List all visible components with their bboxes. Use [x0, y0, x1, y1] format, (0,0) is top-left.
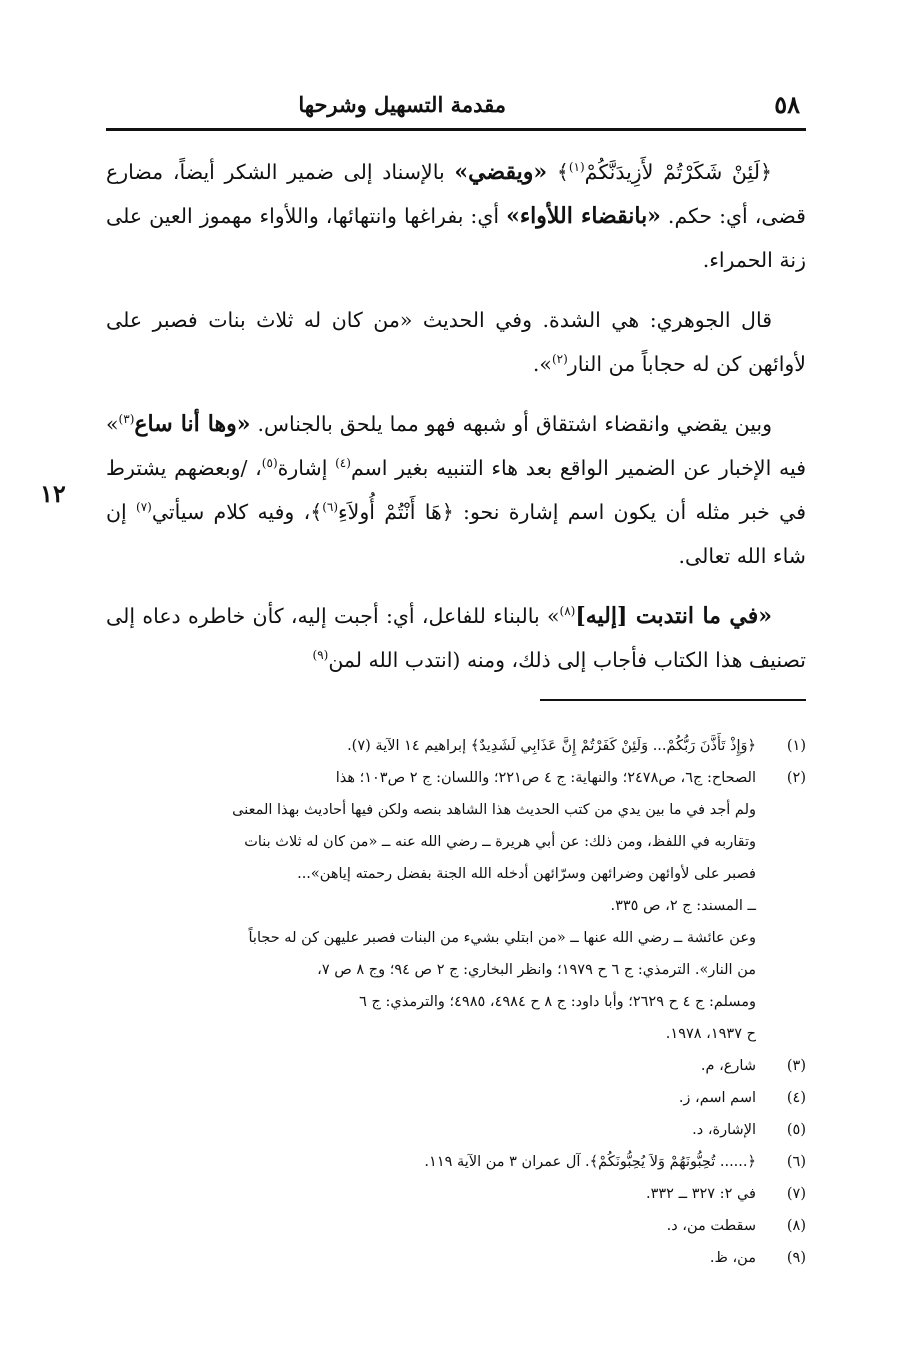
footnote-line: ﴿وَإِذْ تَأَذَّنَ رَبُّكُمْ... وَلَئِنْ كَفَرْتُمْ إِنَّ عَذَابِي لَشَدِيدٌ﴾ إبراهيم ١٤ الآية (٧). [347, 738, 756, 754]
footnote-ref-1[interactable]: (١) [568, 160, 585, 175]
lemma: «ويقضي» [454, 159, 548, 185]
footnote-item [106, 762, 806, 922]
footnote-line: سقطت من، د. [666, 1218, 756, 1234]
footnote-ref-2[interactable]: (٢) [551, 352, 568, 367]
footnote-line: الإشارة، د. [692, 1122, 756, 1138]
footnote-number: (٥) [786, 1122, 806, 1138]
footnote-line: فصبر على لأوائهن وضرائهن وسرّائهن أدخله الله الجنة بفضل رحمته إياهن»... [297, 866, 756, 882]
footnote-number: (٢) [786, 770, 806, 786]
footnote-item [106, 1210, 806, 1242]
footnote-line: ــ المسند: ج ٢، ص ٣٣٥. [610, 898, 756, 914]
footnote-text [106, 730, 756, 762]
footnote-ref-8[interactable]: (٨) [559, 604, 576, 619]
footnote-ref-6[interactable]: (٦) [322, 500, 339, 515]
footnotes [106, 730, 806, 1274]
footnote-ref-4[interactable]: (٤) [335, 456, 351, 471]
footnote-item [106, 730, 806, 762]
footnote-separator [540, 699, 806, 701]
footnote-line: وتقاربه في اللفظ، ومن ذلك: عن أبي هريرة ــ رضي الله عنه ــ «من كان له ثلاث بنات [244, 834, 756, 850]
paragraph-3: وبين يقضي وانقضاء اشتقاق أو شبهه فهو مما يلحق بالجناس. «وها أنا ساع$^{(٣)}$» فيه الإخبار عن الضمير الواقع بعد هاء التنبيه بغير اسم$^{(٤)}$ إشارة$^{(٥)}$، /وبعضهم يشترط في خبر مثله أن يكون اسم إشارة نحو: ﴿هَا أَنْتُمْ أُولاَءِ$^{(٦)}$﴾، وفيه كلام سيأتي$^{(٧)}$ إن شاء الله تعالى. [106, 411, 806, 568]
footnote-line: وعن عائشة ــ رضي الله عنها ــ «من ابتلي بشيء من البنات فصبر عليهن كن له حجاباً [248, 930, 756, 946]
footnote-item [106, 1242, 806, 1274]
margin-folio-marker: ١٢ [40, 479, 66, 508]
footnote-line: في ٢: ٣٢٧ ــ ٣٣٢. [645, 1186, 756, 1202]
footnote-text [106, 1082, 756, 1114]
footnote-ref-9[interactable]: (٩) [312, 648, 329, 663]
footnote-line: الصحاح: ج٦، ص٢٤٧٨؛ والنهاية: ج ٤ ص٢٢١؛ واللسان: ج ٢ ص١٠٣؛ هذا [335, 770, 756, 786]
footnote-line: ومسلم: ج ٤ ح ٢٦٢٩؛ وأبا داود: ج ٨ ح ٤٩٨٤، ٤٩٨٥؛ والترمذي: ج ٦ [359, 994, 756, 1010]
footnote-text [106, 922, 756, 1050]
footnote-text [106, 1050, 756, 1082]
paragraph-1: ﴿لَئِنْ شَكَرْتُمْ لأَزِيدَنَّكُمْ$^{(١)}$﴾ «ويقضي» بالإسناد إلى ضمير الشكر أيضاً، مضارع قضى، أي: حكم. «بانقضاء اللأواء» أي: بفراغها وانتهائها، واللأواء مهموز العين على زنة الحمراء. [106, 159, 806, 272]
footnote-line: شارع، م. [700, 1058, 756, 1074]
footnote-line: من، ظ. [709, 1250, 756, 1266]
footnote-number: (٤) [786, 1090, 806, 1106]
footnote-ref-5[interactable]: (٥) [261, 456, 278, 471]
footnote-line: من النار». الترمذي: ج ٦ ح ١٩٧٩؛ وانظر البخاري: ج ٢ ص ٩٤؛ وج ٨ ص ٧، [317, 962, 756, 978]
running-title: مقدمة التسهيل وشرحها [298, 92, 506, 117]
paragraph-2: قال الجوهري: هي الشدة. وفي الحديث «من كان له ثلاث بنات فصبر على لأوائهن كن له حجاباً من النار$^{(٢)}$». [106, 308, 806, 376]
paragraph-4: «في ما انتدبت [إليه]$^{(٨)}$» بالبناء للفاعل، أي: أجبت إليه، كأن خاطره دعاه إلى تصنيف هذا الكتاب فأجاب إلى ذلك، ومنه (انتدب الله لمن$^{(٩)}$ [106, 603, 806, 672]
footnote-line: ولم أجد في ما بين يدي من كتب الحديث هذا الشاهد بنصه ولكن فيها أحاديث بهذا المعنى [232, 802, 756, 818]
footnote-text [106, 1242, 756, 1274]
footnote-number: (٨) [786, 1218, 806, 1234]
header-rule [106, 128, 806, 131]
lemma: «وها أنا ساع [134, 411, 251, 437]
footnote-number: (٦) [786, 1154, 806, 1170]
footnote-number: (١) [786, 738, 806, 754]
footnote-item [106, 1050, 806, 1082]
footnote-item [106, 1082, 806, 1114]
footnote-line: اسم اسم، ز. [678, 1090, 756, 1106]
footnote-line: ح ١٩٣٧، ١٩٧٨. [665, 1026, 756, 1042]
footnote-text [106, 1146, 756, 1178]
footnote-number: (٧) [786, 1186, 806, 1202]
footnote-text [106, 762, 756, 922]
footnote-ref-3[interactable]: (٣) [118, 412, 135, 427]
page-number: ٥٨ [774, 90, 800, 119]
page-header [106, 88, 806, 126]
footnote-text [106, 1114, 756, 1146]
footnote-item [106, 1146, 806, 1178]
footnote-item [106, 922, 806, 1050]
main-text [106, 150, 806, 698]
lemma: «في ما انتدبت [إليه] [575, 603, 772, 629]
footnote-line: ﴿...... تُحِبُّونَهُمْ وَلاَ يُحِبُّونَكُمْ﴾. آل عمران ٣ من الآية ١١٩. [424, 1154, 756, 1170]
footnote-item [106, 1178, 806, 1210]
lemma: «بانقضاء اللأواء» [506, 203, 661, 229]
footnote-text [106, 1178, 756, 1210]
footnote-ref-7[interactable]: (٧) [136, 500, 152, 515]
footnote-item [106, 1114, 806, 1146]
footnote-number: (٩) [786, 1250, 806, 1266]
footnote-number: (٣) [786, 1058, 806, 1074]
footnote-text [106, 1210, 756, 1242]
